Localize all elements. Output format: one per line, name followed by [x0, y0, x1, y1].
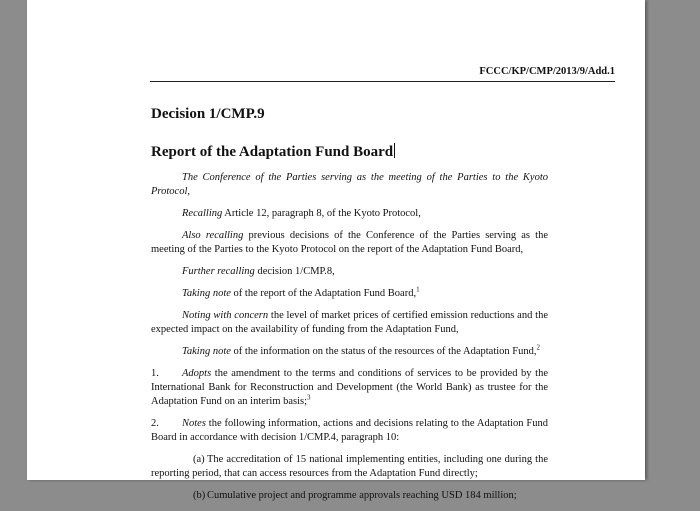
sub-item-text: The accreditation of 15 national implementing entities, including one during the reporting period, that can access resources from the Adaptation Fund directly; [151, 454, 548, 479]
paragraph-lead: Further recalling [182, 266, 255, 277]
preamble-paragraph [151, 265, 548, 279]
sub-item [151, 489, 548, 503]
text-cursor [394, 143, 395, 158]
paragraph-text: the level of market prices of certified emission reductions and the expected impact on the availability of funding from the Adaptation Fund, [151, 310, 548, 335]
paragraph-number: 1. [151, 368, 159, 379]
preamble-paragraph [151, 287, 548, 301]
preamble-paragraph [151, 229, 548, 257]
decision-number: Decision 1/CMP.9 [151, 106, 265, 122]
paragraph-text: the following information, actions and decisions relating to the Adaptation Fund Board in accordance with decision 1/CMP.4, paragraph 10: [151, 418, 548, 443]
document-body [151, 171, 548, 511]
paragraph-lead: Noting with concern [182, 310, 269, 321]
preamble-paragraph [151, 309, 548, 337]
paragraph-lead: Taking note [182, 346, 231, 357]
decision-title-text: Report of the Adaptation Fund Board [151, 144, 394, 160]
document-symbol: FCCC/KP/CMP/2013/9/Add.1 [479, 66, 615, 77]
decision-title[interactable] [151, 143, 395, 161]
preamble-paragraph [151, 345, 548, 359]
sub-item-text: Cumulative project and programme approvals reaching USD 184 million; [207, 490, 517, 501]
paragraph-text: the amendment to the terms and conditions of services to be provided by the International Bank for Reconstruction and Development (the World Bank) as trustee for the Adaptation Fund on an interim basis; [151, 368, 548, 407]
sub-item [151, 453, 548, 481]
paragraph-text: previous decisions of the Conference of the Parties serving as the meeting of the Parties to the Kyoto Protocol on the report of the Adaptation Fund Board, [151, 230, 549, 255]
footnote-ref[interactable]: 1 [416, 285, 420, 294]
header-rule [150, 81, 615, 82]
sub-item-label: (a) [193, 454, 205, 465]
paragraph-text: of the report of the Adaptation Fund Board, [230, 288, 417, 299]
paragraph-lead: The Conference of the Parties serving as the meeting of the Parties to the Kyoto Protocol, [151, 172, 548, 197]
paragraph-text: Article 12, paragraph 8, of the Kyoto Protocol, [222, 208, 421, 219]
document-page[interactable] [27, 0, 645, 501]
paragraph-lead: Adopts [182, 368, 212, 379]
preamble-paragraph [151, 207, 548, 221]
operative-paragraph [151, 367, 548, 409]
preamble-paragraph [151, 171, 548, 199]
paragraph-text: of the information on the status of the resources of the Adaptation Fund, [230, 346, 537, 357]
footnote-ref[interactable]: 2 [536, 343, 541, 352]
paragraph-number: 2. [151, 418, 159, 429]
footnote-ref[interactable]: 3 [307, 393, 311, 402]
sub-item-label: (b) [193, 490, 206, 501]
paragraph-text: decision 1/CMP.8, [254, 266, 335, 277]
paragraph-lead: Notes [182, 418, 206, 429]
operative-paragraph [151, 417, 548, 445]
paragraph-lead: Also recalling [182, 230, 244, 241]
paragraph-lead: Recalling [182, 208, 223, 219]
paragraph-lead: Taking note [182, 288, 231, 299]
